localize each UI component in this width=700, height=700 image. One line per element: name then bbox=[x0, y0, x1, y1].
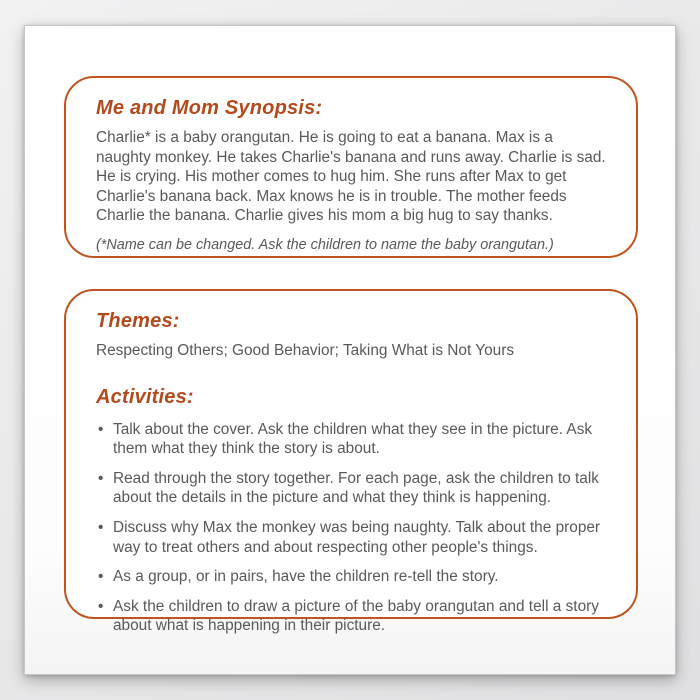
synopsis-heading: Me and Mom Synopsis: bbox=[96, 97, 323, 119]
themes-activities-panel bbox=[64, 289, 638, 635]
synopsis-note: (*Name can be changed. Ask the children to name the baby orangutan.) bbox=[96, 236, 554, 253]
activity-item bbox=[96, 518, 606, 557]
activity-item-text: Talk about the cover. Ask the children what they see in the picture. Ask them what they think the story is about. bbox=[113, 420, 593, 458]
activity-item bbox=[96, 420, 606, 459]
activity-item-text: As a group, or in pairs, have the children re-tell the story. bbox=[113, 568, 499, 586]
activity-item bbox=[96, 597, 606, 636]
bullet-icon: • bbox=[98, 597, 104, 615]
synopsis-panel bbox=[64, 76, 638, 258]
activities-heading: Activities: bbox=[96, 385, 194, 408]
activity-item-text: Read through the story together. For each page, ask the children to talk about the details in the picture and what they think is happening. bbox=[113, 469, 599, 507]
activities-list bbox=[96, 420, 606, 636]
activity-item-text: Discuss why Max the monkey was being naughty. Talk about the proper way to treat others and about respecting other people's things. bbox=[113, 518, 601, 556]
activity-item bbox=[96, 469, 606, 508]
guide-page bbox=[24, 25, 676, 675]
bullet-icon: • bbox=[98, 420, 104, 438]
bullet-icon: • bbox=[98, 469, 104, 487]
activity-item-text: Ask the children to draw a picture of the baby orangutan and tell a story about what is happening in their picture. bbox=[113, 597, 599, 635]
activity-item bbox=[96, 567, 606, 587]
synopsis-text: Charlie* is a baby orangutan. He is going to eat a banana. Max is a naughty monkey. He takes Charlie's banana and runs away. Charlie is sad. He is crying. His mother comes to hug him. She runs after Max to get Charlie's banana back. Max knows he is in trouble. The mother feeds Charlie the banana. Charlie gives his mom a big hug to say thanks. bbox=[96, 129, 606, 225]
themes-heading: Themes: bbox=[96, 310, 180, 332]
bullet-icon: • bbox=[98, 568, 104, 586]
bullet-icon: • bbox=[98, 518, 104, 536]
themes-text: Respecting Others; Good Behavior; Taking What is Not Yours bbox=[96, 342, 515, 359]
